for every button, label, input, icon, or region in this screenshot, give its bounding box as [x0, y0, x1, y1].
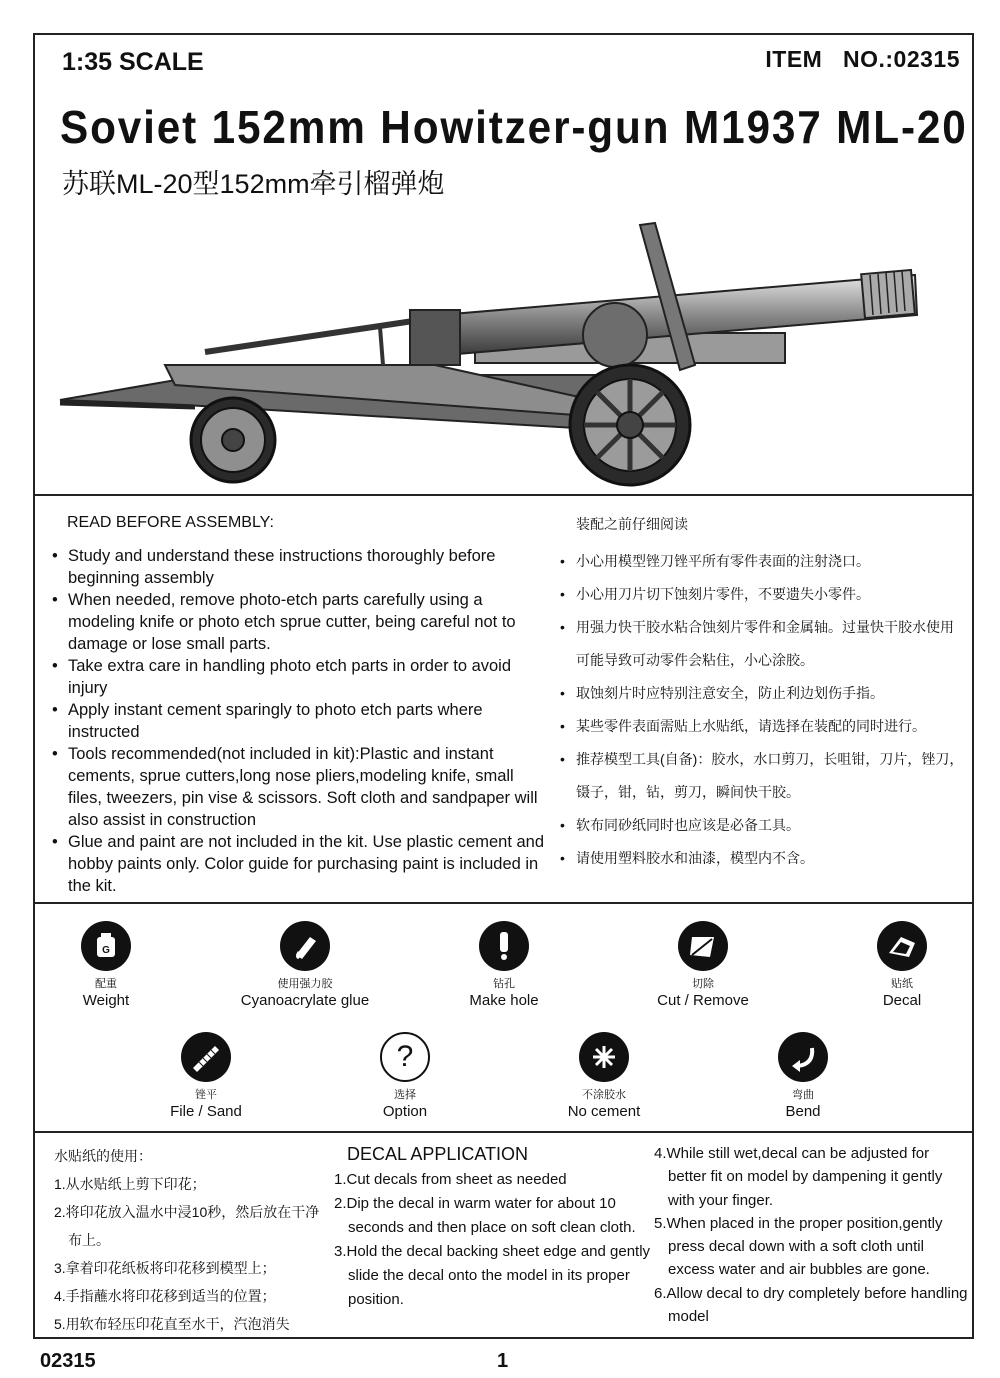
decal-instructions-cn [54, 1142, 324, 1338]
decal-step: 3.拿着印花纸板将印花移到模型上； [54, 1260, 276, 1276]
page-title: Soviet 152mm Howitzer-gun M1937 ML-20 [60, 101, 968, 153]
legend-option [305, 1032, 505, 1120]
howitzer-illustration [55, 215, 965, 490]
legend-label-cn: 锉平 [195, 1089, 217, 1101]
decal-instructions-continued [654, 1142, 969, 1328]
read-before-list-cn [560, 545, 965, 875]
legend-label-cn: 配重 [95, 978, 117, 990]
legend-bend [703, 1032, 903, 1120]
legend-drill [404, 921, 604, 1009]
legend-cut [603, 921, 803, 1009]
list-item: • 推荐模型工具(自备)：胶水，水口剪刀，长咀钳，刀片，锉刀，镊子，钳，钻，剪刀，瞬间快干胶。 [560, 743, 965, 809]
legend-label-cn: 切除 [692, 978, 714, 990]
decal-heading: DECAL APPLICATION [347, 1144, 529, 1164]
no-cement-icon [579, 1032, 629, 1082]
legend-decal [802, 921, 1000, 1009]
bend-icon [778, 1032, 828, 1082]
glue-icon [280, 921, 330, 971]
legend-no-cement [504, 1032, 704, 1120]
decal-step: 2.Dip the decal in warm water for about 10 seconds and then place on soft clean cloth. [334, 1195, 636, 1236]
legend-label: Option [382, 1103, 428, 1120]
divider [33, 494, 974, 496]
legend-weight [6, 921, 206, 1009]
legend-label-cn: 贴纸 [891, 978, 913, 990]
list-item: • 用强力快干胶水粘合蚀刻片零件和金属轴。过量快干胶水使用可能导致可动零件会粘住，小心涂胶。 [560, 611, 965, 677]
page-subtitle-cn: 苏联ML-20型152mm牵引榴弹炮 [62, 169, 445, 199]
decal-step: 6.Allow decal to dry completely before handling model [654, 1284, 968, 1326]
item-number: ITEM NO.:02315 [765, 46, 960, 72]
legend-label-cn: 弯曲 [792, 1089, 814, 1101]
legend-label: Bend [785, 1103, 821, 1120]
legend-label-cn: 不涂胶水 [582, 1089, 626, 1101]
list-item: • 小心用模型锉刀锉平所有零件表面的注射浇口。 [560, 545, 965, 578]
legend-label: No cement [567, 1103, 641, 1120]
list-item: • Apply instant cement sparingly to photo etch parts where instructed [52, 699, 550, 743]
list-item: • 某些零件表面需贴上水贴纸，请选择在装配的同时进行。 [560, 710, 965, 743]
read-before-heading: READ BEFORE ASSEMBLY: [67, 514, 274, 531]
divider [33, 902, 974, 904]
footer-item-code: 02315 [40, 1350, 96, 1372]
decal-instructions [334, 1142, 654, 1312]
list-item: • 软布同砂纸同时也应该是必备工具。 [560, 809, 965, 842]
svg-text:G: G [102, 945, 110, 956]
list-item: • Glue and paint are not included in the kit. Use plastic cement and hobby paints only. Color guide for purchasing paint is included in the kit. [52, 831, 550, 897]
legend-glue [205, 921, 405, 1009]
read-before-list [52, 545, 550, 897]
list-item: • 小心用刀片切下蚀刻片零件，不要遗失小零件。 [560, 578, 965, 611]
legend-label: Weight [82, 992, 130, 1009]
question-icon: ? [380, 1032, 430, 1082]
list-item: • Study and understand these instructions thoroughly before beginning assembly [52, 545, 550, 589]
decal-step: 5.When placed in the proper position,gently press decal down with a soft cloth until excess water and air bubbles are gone. [654, 1214, 943, 1279]
file-icon [181, 1032, 231, 1082]
legend-label: Decal [882, 992, 922, 1009]
legend-label-cn: 钻孔 [493, 978, 515, 990]
decal-step: 1.从水贴纸上剪下印花； [54, 1176, 206, 1192]
read-before-heading-cn: 装配之前仔细阅读 [576, 516, 688, 532]
legend-label-cn: 使用强力胶 [277, 978, 333, 990]
divider [33, 1131, 974, 1133]
legend-label: File / Sand [170, 1103, 242, 1120]
weight-icon [81, 921, 131, 971]
list-item: • 请使用塑料胶水和油漆，模型内不含。 [560, 842, 965, 875]
decal-icon [877, 921, 927, 971]
list-item: • Take extra care in handling photo etch parts in order to avoid injury [52, 655, 550, 699]
decal-step: 4.While still wet,decal can be adjusted for better fit on model by dampening it gently with your finger. [654, 1145, 943, 1209]
list-item: • 取蚀刻片时应特别注意安全，防止利边划伤手指。 [560, 677, 965, 710]
cut-icon [678, 921, 728, 971]
decal-step: 1.Cut decals from sheet as needed [334, 1171, 567, 1188]
list-item: • Tools recommended(not included in kit):Plastic and instant cements, sprue cutters,long nose pliers,modeling knife, small files, tweezers, pin vise & scissors. Soft cloth and sandpaper will also assist in construction [52, 743, 550, 831]
legend-file [106, 1032, 306, 1120]
decal-step: 2.将印花放入温水中浸10秒，然后放在干净布上。 [54, 1204, 320, 1248]
legend-label: Cyanoacrylate glue [240, 992, 370, 1009]
decal-step: 4.手指蘸水将印花移到适当的位置； [54, 1288, 276, 1304]
decal-heading-cn: 水贴纸的使用： [54, 1148, 152, 1164]
decal-step: 3.Hold the decal backing sheet edge and gently slide the decal onto the model in its proper position. [334, 1243, 651, 1308]
legend-label: Make hole [469, 992, 539, 1009]
page-number: 1 [497, 1350, 509, 1372]
legend-label-cn: 选择 [394, 1089, 416, 1101]
scale-label: 1:35 SCALE [62, 48, 204, 76]
drill-icon [479, 921, 529, 971]
list-item: • When needed, remove photo-etch parts carefully using a modeling knife or photo etch sprue cutter, being careful not to damage or lose small parts. [52, 589, 550, 655]
legend-label: Cut / Remove [657, 992, 749, 1009]
decal-step: 5.用软布轻压印花直至水干，汽泡消失 [54, 1316, 290, 1332]
